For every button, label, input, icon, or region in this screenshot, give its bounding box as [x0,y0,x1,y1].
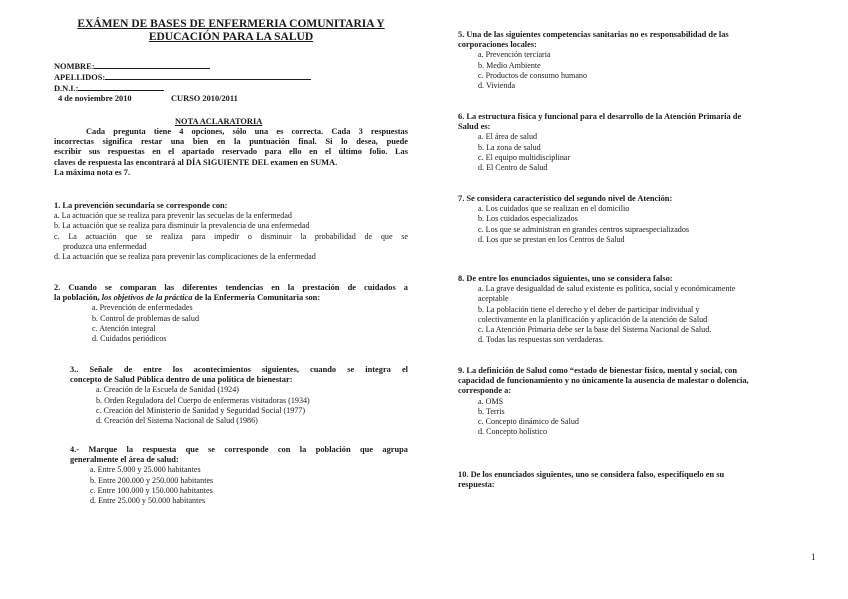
q9-option-a[interactable]: a. OMS [478,396,504,406]
q4-option-c[interactable]: c. Entre 100.000 y 150.000 habitantes [90,485,213,495]
question-5 [458,30,804,91]
note-line: incorrectas significa restar una bien en la puntuación final. Si lo desea, puede [54,137,408,147]
question-2-line1: 2. Cuando se comparan las diferentes tendencias en la prestación de cuidados a [54,283,408,292]
q2-option-d[interactable]: d. Cuidados periódicos [92,334,167,344]
question-7 [458,194,804,245]
q5-option-c[interactable]: c. Productos de consumo humano [478,70,588,80]
q7-option-b[interactable]: b. Los cuidados especializados [478,214,578,224]
question-9-line2: capacidad de funcionamiento y no únicamente la ausencia de malestar o dolencia, [458,376,749,386]
note-line: claves de respuesta las encontrará al DÍA SIGUIENTE DEL examen en SUMA. [54,157,338,167]
question-9-line3: corresponde a: [458,386,512,396]
question-10-line1: 10. De los enunciados siguientes, uno se considera falso, especifíquelo en su [458,470,725,479]
q4-option-a[interactable]: a. Entre 5.000 y 25.000 habitantes [90,465,201,475]
question-3 [70,365,408,426]
q8-option-b-cont[interactable]: colectivamente en la planificación y aplicación de la atención de Salud [478,314,708,324]
q3-option-d[interactable]: d. Creación del Sistema Nacional de Salud (1986) [96,416,258,426]
q2-option-a[interactable]: a. Prevención de enfermedades [92,303,193,313]
question-8-line1: 8. De entre los enunciados siguientes, uno se considera falso: [458,274,673,283]
dni-label: D.N.I.: [54,84,79,93]
question-6-line1: 6. La estructura física y funcional para el desarrollo de la Atención Primaria de [458,112,742,121]
question-8 [458,274,804,345]
question-5-line2: corporaciones locales: [458,40,537,50]
exam-title-line1: EXÁMEN DE BASES DE ENFERMERIA COMUNITARIA Y [77,18,385,30]
course: CURSO 2010/2011 [171,94,238,103]
dni-field[interactable] [54,82,164,94]
question-5-line1: 5. Una de las siguientes competencias sanitarias no es responsabilidad de las [458,30,729,39]
exam-title-line2: EDUCACIÓN PARA LA SALUD [148,31,314,43]
question-1-text: 1. La prevención secundaria se corresponde con: [54,201,228,210]
q3-option-a[interactable]: a. Creación de la Escuela de Sanidad (1924) [96,385,239,395]
note-line: Cada pregunta tiene 4 opciones, sólo una es correcta. Cada 3 respuestas [86,127,408,136]
question-9 [458,366,804,437]
q4-option-d[interactable]: d. Entre 25.000 y 50.000 habitantes [90,496,206,506]
question-4 [70,445,408,506]
q8-option-b[interactable]: b. La población tiene el derecho y el deber de participar individual y [478,304,700,314]
question-6 [458,112,804,173]
q9-option-b[interactable]: b. Terris [478,406,505,416]
q5-option-b[interactable]: b. Medio Ambiente [478,60,541,70]
page-number: 1 [811,552,816,562]
apellidos-line [105,71,311,80]
q7-option-d[interactable]: d. Los que se prestan en los Centros de Salud [478,234,625,244]
question-4-line1: 4.- Marque la respuesta que se corresponde con la población que agrupa [70,445,408,454]
q2-option-b[interactable]: b. Control de problemas de salud [92,313,199,323]
question-6-line2: Salud es: [458,122,491,132]
question-10-line2: respuesta: [458,480,495,490]
q3-option-b[interactable]: b. Orden Reguladora del Cuerpo de enfermeras visitadoras (1934) [96,395,310,405]
q9-option-d[interactable]: d. Concepto holístico [478,427,548,437]
note-line: escribir sus respuestas en el apartado reservado para ello en el último folio. Las [54,147,408,157]
q6-option-a[interactable]: a. El área de salud [478,132,538,142]
q8-option-a[interactable]: a. La grave desigualdad de salud existente es política, social y económicamente [478,284,736,294]
q1-option-a[interactable]: a. La actuación que se realiza para prevenir las secuelas de la enfermedad [54,211,292,221]
question-1 [54,201,408,262]
q7-option-c[interactable]: c. Los que se administran en grandes centros supraespecializados [478,224,690,234]
note-text [54,127,408,178]
q7-option-a[interactable]: a. Los cuidados que se realizan en el domicilio [478,204,630,214]
note-title: NOTA ACLARATORIA [175,117,263,126]
q1-option-b[interactable]: b. La actuación que se realiza para disminuir la prevalencia de una enfermedad [54,221,310,231]
q8-option-c[interactable]: c. La Atención Primaria debe ser la base del Sistema Nacional de Salud. [478,325,712,335]
q6-option-b[interactable]: b. La zona de salud [478,142,541,152]
question-7-line1: 7. Se considera característico del segundo nivel de Atención: [458,194,673,203]
q5-option-d[interactable]: d. Vivienda [478,81,516,91]
question-2 [54,283,408,344]
q2-option-c[interactable]: c. Atención integral [92,323,156,333]
question-4-line2: generalmente el área de salud: [70,455,179,465]
question-10 [458,470,804,490]
q4-option-b[interactable]: b. Entre 200.000 y 250.000 habitantes [90,475,214,485]
q6-option-d[interactable]: d. El Centro de Salud [478,163,548,173]
q1-option-d[interactable]: d. La actuación que se realiza para prevenir las complicaciones de la enfermedad [54,252,316,262]
question-2-line2: la población, los objetivos de la práctica de la Enfermería Comunitaria son: [54,293,321,303]
dni-line [78,82,164,91]
q1-option-c-cont[interactable]: produzca una enfermedad [63,241,147,251]
question-9-line1: 9. La definición de Salud como “estado de bienestar físico, mental y social, con [458,366,738,375]
question-3-line1: 3.. Señale de entre los acontecimientos siguientes, cuando se integra el [70,365,408,374]
q9-option-c[interactable]: c. Concepto dinámico de Salud [478,417,579,427]
apellidos-label: APELLIDOS: [54,73,106,82]
q5-option-a[interactable]: a. Prevención terciaria [478,50,551,60]
q8-option-d[interactable]: d. Todas las respuestas son verdaderas. [478,335,604,345]
question-3-line2: concepto de Salud Pública dentro de una política de bienestar: [70,375,293,385]
q6-option-c[interactable]: c. El equipo multidisciplinar [478,152,571,162]
date: 4 de noviembre 2010 [58,94,132,103]
nombre-label: NOMBRE: [54,62,95,71]
q1-option-c[interactable]: c. La actuación que se realiza para impedir o disminuir la probabilidad de que se [54,231,408,241]
note-line: La máxima nota es 7. [54,167,131,177]
q3-option-c[interactable]: c. Creación del Ministerio de Sanidad y Seguridad Social (1977) [96,405,306,415]
nombre-line [94,60,210,69]
q8-option-a-cont[interactable]: aceptable [478,294,509,304]
